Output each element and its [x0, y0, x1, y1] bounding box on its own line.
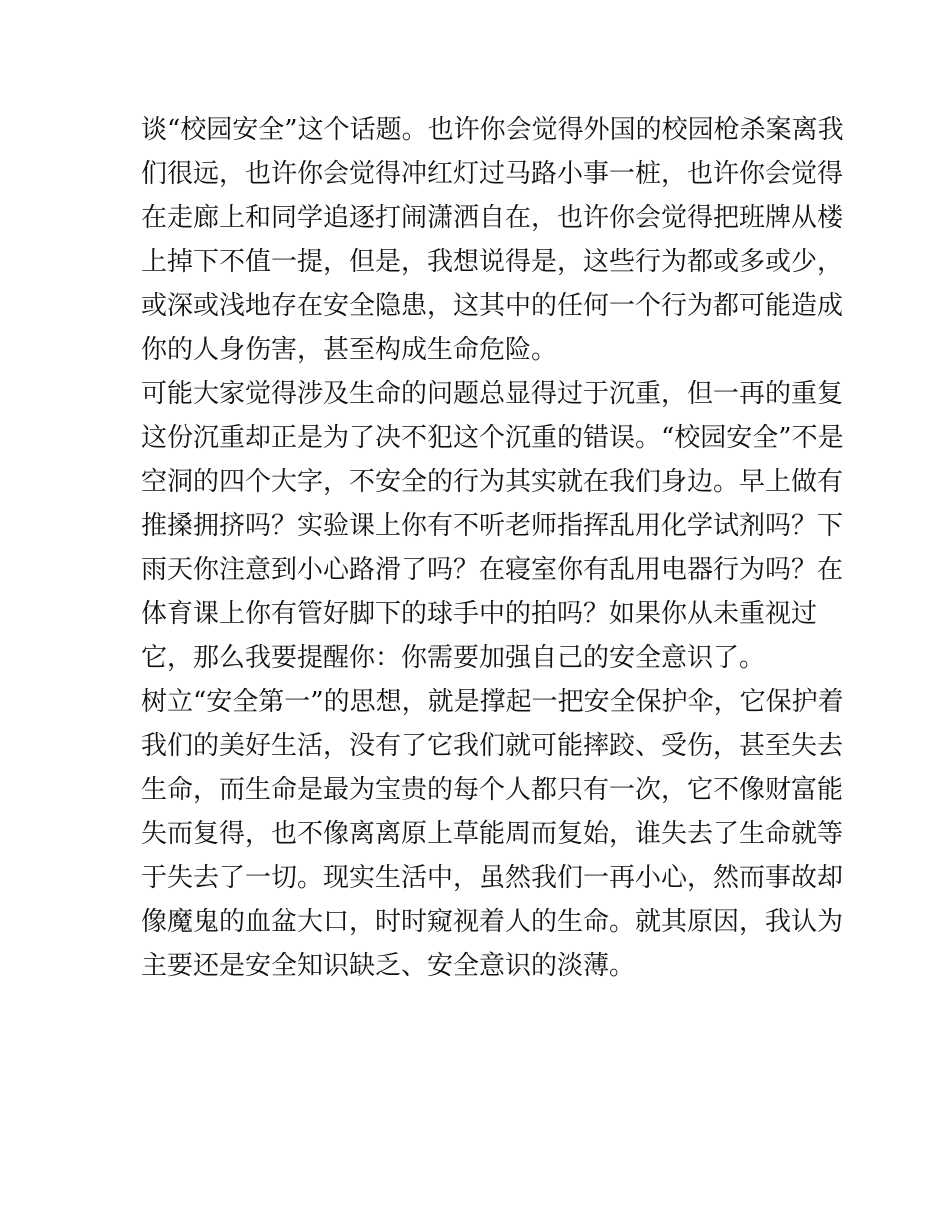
text-line: 空洞的四个大字，不安全的行为其实就在我们身边。早上做有 [141, 467, 844, 497]
text-line: 它，那么我要提醒你：你需要加强自己的安全意识了。 [141, 643, 766, 673]
paragraph-3 [141, 680, 844, 988]
paragraph-1 [141, 108, 844, 372]
text-line: 于失去了一切。现实生活中，虽然我们一再小心，然而事故却 [141, 863, 844, 893]
text-line: 树立“安全第一”的思想，就是撑起一把安全保护伞，它保护着 [141, 687, 844, 717]
text-line: 你的人身伤害，甚至构成生命危险。 [141, 335, 558, 365]
text-line: 这份沉重却正是为了决不犯这个沉重的错误。“校园安全”不是 [141, 423, 844, 453]
text-line: 在走廊上和同学追逐打闹潇洒自在，也许你会觉得把班牌从楼 [141, 203, 844, 233]
text-line: 或深或浅地存在安全隐患，这其中的任何一个行为都可能造成 [141, 291, 844, 321]
text-line: 们很远，也许你会觉得冲红灯过马路小事一桩，也许你会觉得 [141, 159, 844, 189]
text-line: 可能大家觉得涉及生命的问题总显得过于沉重，但一再的重复 [141, 379, 844, 409]
text-line: 体育课上你有管好脚下的球手中的拍吗？如果你从未重视过 [141, 599, 818, 629]
text-line: 雨天你注意到小心路滑了吗？在寝室你有乱用电器行为吗？在 [141, 555, 844, 585]
text-line: 我们的美好生活，没有了它我们就可能摔跤、受伤，甚至失去 [141, 731, 844, 761]
text-line: 生命，而生命是最为宝贵的每个人都只有一次，它不像财富能 [141, 775, 844, 805]
text-line: 谈“校园安全”这个话题。也许你会觉得外国的校园枪杀案离我 [141, 115, 844, 145]
text-line: 主要还是安全知识缺乏、安全意识的淡薄。 [141, 951, 636, 981]
text-line: 推搡拥挤吗？实验课上你有不听老师指挥乱用化学试剂吗？下 [141, 511, 844, 541]
text-line: 像魔鬼的血盆大口，时时窥视着人的生命。就其原因，我认为 [141, 907, 844, 937]
text-line: 上掉下不值一提，但是，我想说得是，这些行为都或多或少， [141, 247, 844, 277]
paragraph-2 [141, 372, 844, 680]
text-line: 失而复得，也不像离离原上草能周而复始，谁失去了生命就等 [141, 819, 844, 849]
document-body [141, 108, 844, 988]
